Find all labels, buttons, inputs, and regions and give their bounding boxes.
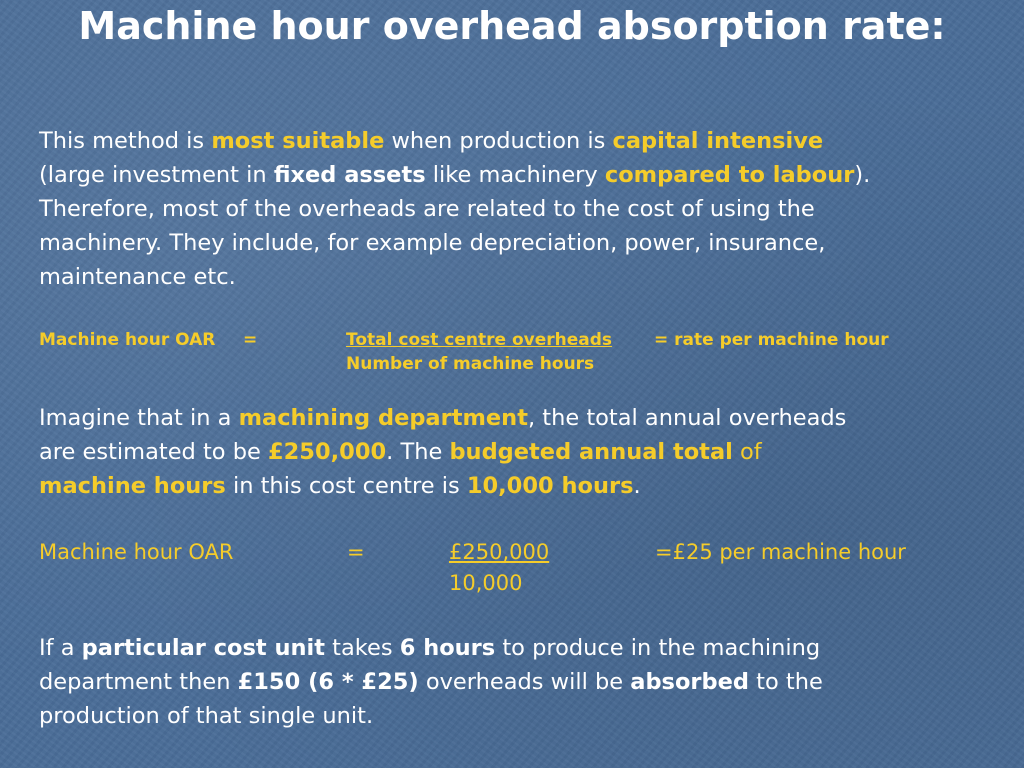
example-line-2 xyxy=(39,435,999,469)
intro-line-1 xyxy=(39,124,999,158)
conclusion-line-3: production of that single unit. xyxy=(39,703,374,729)
text: like machinery xyxy=(425,162,605,188)
text: , the total annual overheads xyxy=(527,405,847,431)
text: . The xyxy=(386,439,450,465)
slide-title: Machine hour overhead absorption rate: xyxy=(78,4,946,48)
intro-line-5: maintenance etc. xyxy=(39,264,236,290)
text: to the xyxy=(748,669,823,695)
formula-numerator: Total cost centre overheads xyxy=(346,330,613,350)
highlight-most-suitable: most suitable xyxy=(211,128,385,154)
text: This method is xyxy=(39,128,212,154)
formula-example-result: =£25 per machine hour xyxy=(655,540,906,564)
formula-result: = rate per machine hour xyxy=(654,330,889,350)
formula-example-equals: = xyxy=(347,540,365,564)
formula-example-numerator: £250,000 xyxy=(449,540,550,564)
intro-paragraph xyxy=(39,124,999,294)
text: takes xyxy=(324,635,400,661)
highlight-hours-amount: 10,000 hours xyxy=(466,473,634,499)
text: are estimated to be xyxy=(39,439,268,465)
formula-equals: = xyxy=(243,330,258,350)
formula-label: Machine hour OAR xyxy=(39,330,216,350)
text: in this cost centre is xyxy=(225,473,467,499)
text: overheads will be xyxy=(418,669,631,695)
conclusion-paragraph xyxy=(39,631,999,733)
bold-fixed-assets: fixed assets xyxy=(273,162,426,188)
highlight-machining-department: machining department xyxy=(238,405,528,431)
example-line-3 xyxy=(39,469,999,503)
example-line-1 xyxy=(39,401,999,435)
highlight-compared-to-labour: compared to labour xyxy=(604,162,855,188)
text: to produce in the machining xyxy=(495,635,821,661)
text: department then xyxy=(39,669,238,695)
highlight-overheads-amount: £250,000 xyxy=(268,439,387,465)
conclusion-line-2 xyxy=(39,665,999,699)
text: of xyxy=(732,439,762,465)
bold-absorbed-amount: £150 (6 * £25) xyxy=(237,669,419,695)
example-paragraph xyxy=(39,401,999,503)
text: . xyxy=(633,473,641,499)
bold-absorbed: absorbed xyxy=(630,669,749,695)
bold-six-hours: 6 hours xyxy=(399,635,496,661)
conclusion-line-1 xyxy=(39,631,999,665)
bold-particular-cost-unit: particular cost unit xyxy=(81,635,325,661)
highlight-machine-hours: machine hours xyxy=(39,473,226,499)
intro-line-2 xyxy=(39,158,999,192)
formula-example-label: Machine hour OAR xyxy=(39,540,234,564)
formula-example-denominator: 10,000 xyxy=(449,571,523,595)
intro-line-3: Therefore, most of the overheads are related to the cost of using the xyxy=(39,196,815,222)
text: (large investment in xyxy=(39,162,274,188)
highlight-budgeted-annual-total: budgeted annual total xyxy=(449,439,733,465)
text: If a xyxy=(39,635,82,661)
text: Imagine that in a xyxy=(39,405,239,431)
intro-line-4: machinery. They include, for example depreciation, power, insurance, xyxy=(39,230,826,256)
text: when production is xyxy=(384,128,613,154)
text: ). xyxy=(854,162,871,188)
highlight-capital-intensive: capital intensive xyxy=(612,128,824,154)
formula-denominator: Number of machine hours xyxy=(346,354,595,374)
